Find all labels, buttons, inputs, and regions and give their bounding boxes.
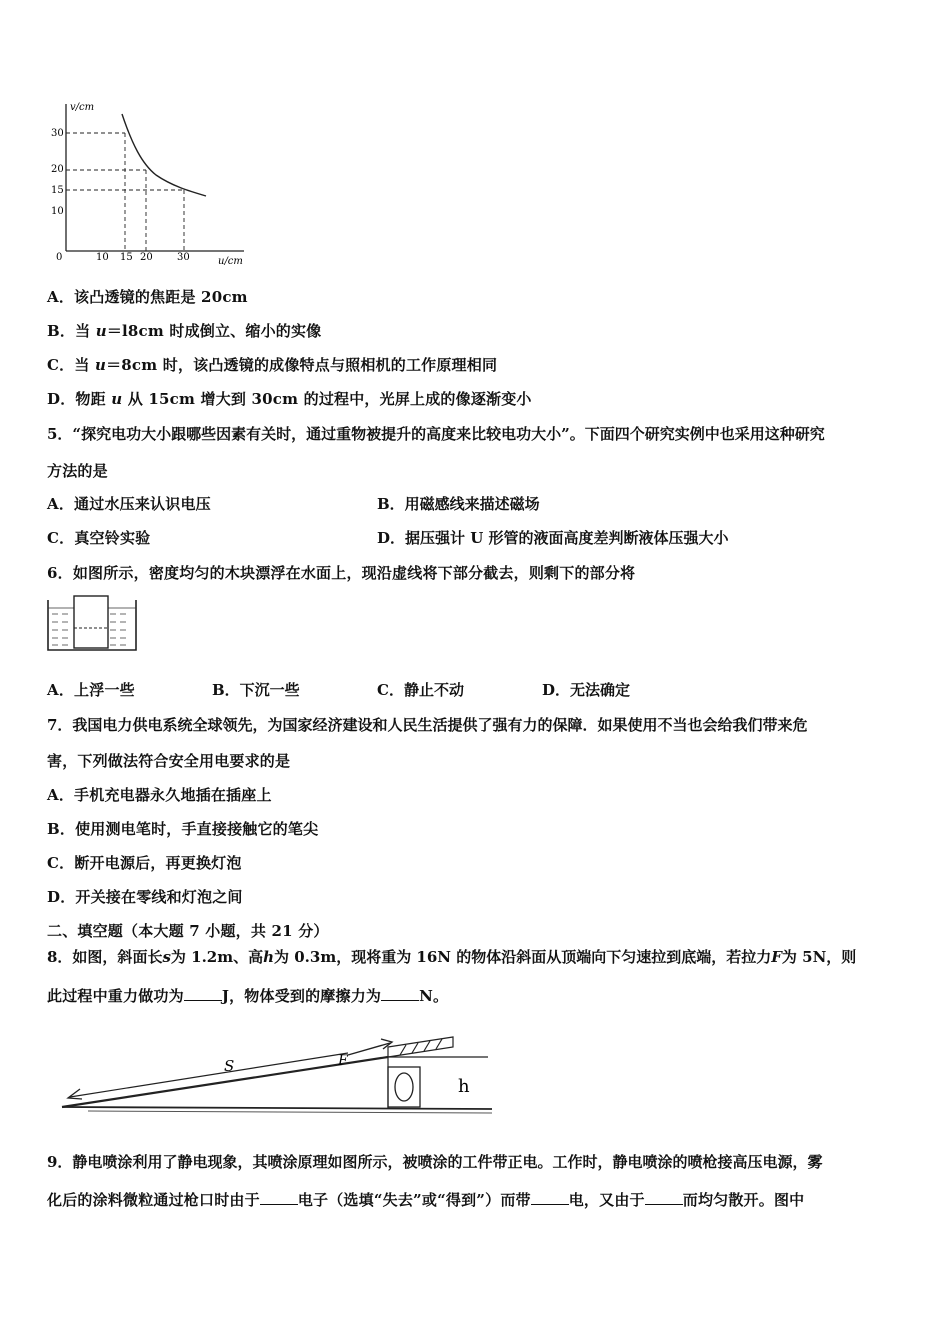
label-s: S	[224, 1057, 235, 1075]
lens-graph	[44, 96, 254, 271]
s-arrow-line	[70, 1053, 348, 1097]
q9-stem-line1: 9．静电喷涂利用了静电现象，其喷涂原理如图所示，被喷涂的工件带正电。工作时，静电喷涂的喷枪接高压电源，雾	[47, 1153, 823, 1171]
q4-option-c: C．当 u＝8cm 时，该凸透镜的成像特点与照相机的工作原理相同	[47, 356, 498, 374]
q4-option-d: D．物距 u 从 15cm 增大到 30cm 的过程中，光屏上成的像逐渐变小	[47, 390, 532, 408]
q9-stem-line2: 化后的涂料微粒通过枪口时由于 电子（选填“失去”或“得到”）而带 电，又由于 而均匀散开。图中	[47, 1191, 805, 1209]
floating-block-figure	[44, 594, 140, 656]
answer-blank-charge[interactable]	[531, 1192, 569, 1205]
origin-label: 0	[56, 252, 63, 263]
image-distance-curve	[122, 114, 206, 196]
q5-stem-line2: 方法的是	[47, 462, 108, 480]
q4-option-a: A．该凸透镜的焦距是 20cm	[47, 288, 248, 306]
dashed-guides	[66, 133, 184, 251]
x-tick-10: 10	[96, 252, 109, 263]
q8-stem-line1: 8．如图，斜面长s为 1.2m、高h为 0.3m，现将重为 16N 的物体沿斜面从顶端向下匀速拉到底端，若拉力F为 5N，则	[47, 948, 857, 966]
q5-option-a: A．通过水压来认识电压	[47, 495, 211, 513]
y-tick-10: 10	[51, 206, 64, 217]
q7-stem-line1: 7．我国电力供电系统全球领先，为国家经济建设和人民生活提供了强有力的保障．如果使用不当也会给我们带来危	[47, 716, 808, 734]
y-axis-label: v/cm	[70, 102, 95, 113]
answer-blank-work[interactable]	[184, 988, 222, 1001]
s-arrow-head	[68, 1089, 82, 1099]
q8-stem-line2: 此过程中重力做功为 J，物体受到的摩擦力为 N。	[47, 987, 449, 1005]
q6-option-c: C．静止不动	[377, 681, 464, 699]
y-tick-20: 20	[51, 164, 64, 175]
x-tick-20: 20	[140, 252, 153, 263]
y-tick-15: 15	[51, 185, 64, 196]
q4-option-b: B．当 u＝l8cm 时成倒立、缩小的实像	[47, 322, 322, 340]
q5-option-b: B．用磁感线来描述磁场	[377, 495, 540, 513]
q6-option-a: A．上浮一些	[47, 681, 135, 699]
wood-block	[74, 596, 108, 648]
y-tick-30: 30	[51, 128, 64, 139]
answer-blank-friction[interactable]	[381, 988, 419, 1001]
q7-option-a: A．手机充电器永久地插在插座上	[47, 786, 272, 804]
q6-stem: 6．如图所示，密度均匀的木块漂浮在水面上，现沿虚线将下部分截去，则剩下的部分将	[47, 564, 636, 582]
q7-option-c: C．断开电源后，再更换灯泡	[47, 854, 242, 872]
x-tick-15: 15	[120, 252, 133, 263]
q6-option-b: B．下沉一些	[212, 681, 300, 699]
x-tick-30: 30	[177, 252, 190, 263]
q7-stem-line2: 害，下列做法符合安全用电要求的是	[47, 752, 291, 770]
q7-option-b: B．使用测电笔时，手直接接触它的笔尖	[47, 820, 319, 838]
label-h: h	[458, 1076, 470, 1097]
q5-option-c: C．真空铃实验	[47, 529, 151, 547]
q5-option-d: D．据压强计 U 形管的液面高度差判断液体压强大小	[377, 529, 729, 547]
q6-option-d: D．无法确定	[542, 681, 631, 699]
incline-figure	[48, 1025, 498, 1120]
answer-blank-reason[interactable]	[645, 1192, 683, 1205]
ground-line	[62, 1107, 492, 1109]
answer-blank-electron[interactable]	[260, 1192, 298, 1205]
q7-option-d: D．开关接在零线和灯泡之间	[47, 888, 243, 906]
section-heading: 二、填空题（本大题 7 小题，共 21 分）	[47, 922, 329, 940]
q5-stem-line1: 5．“探究电功大小跟哪些因素有关时，通过重物被提升的高度来比较电功大小”。下面四个研究实例中也采用这种研究	[47, 425, 825, 443]
object-on-incline	[388, 1037, 453, 1057]
x-axis-label: u/cm	[218, 256, 243, 267]
label-f: F	[338, 1053, 348, 1069]
